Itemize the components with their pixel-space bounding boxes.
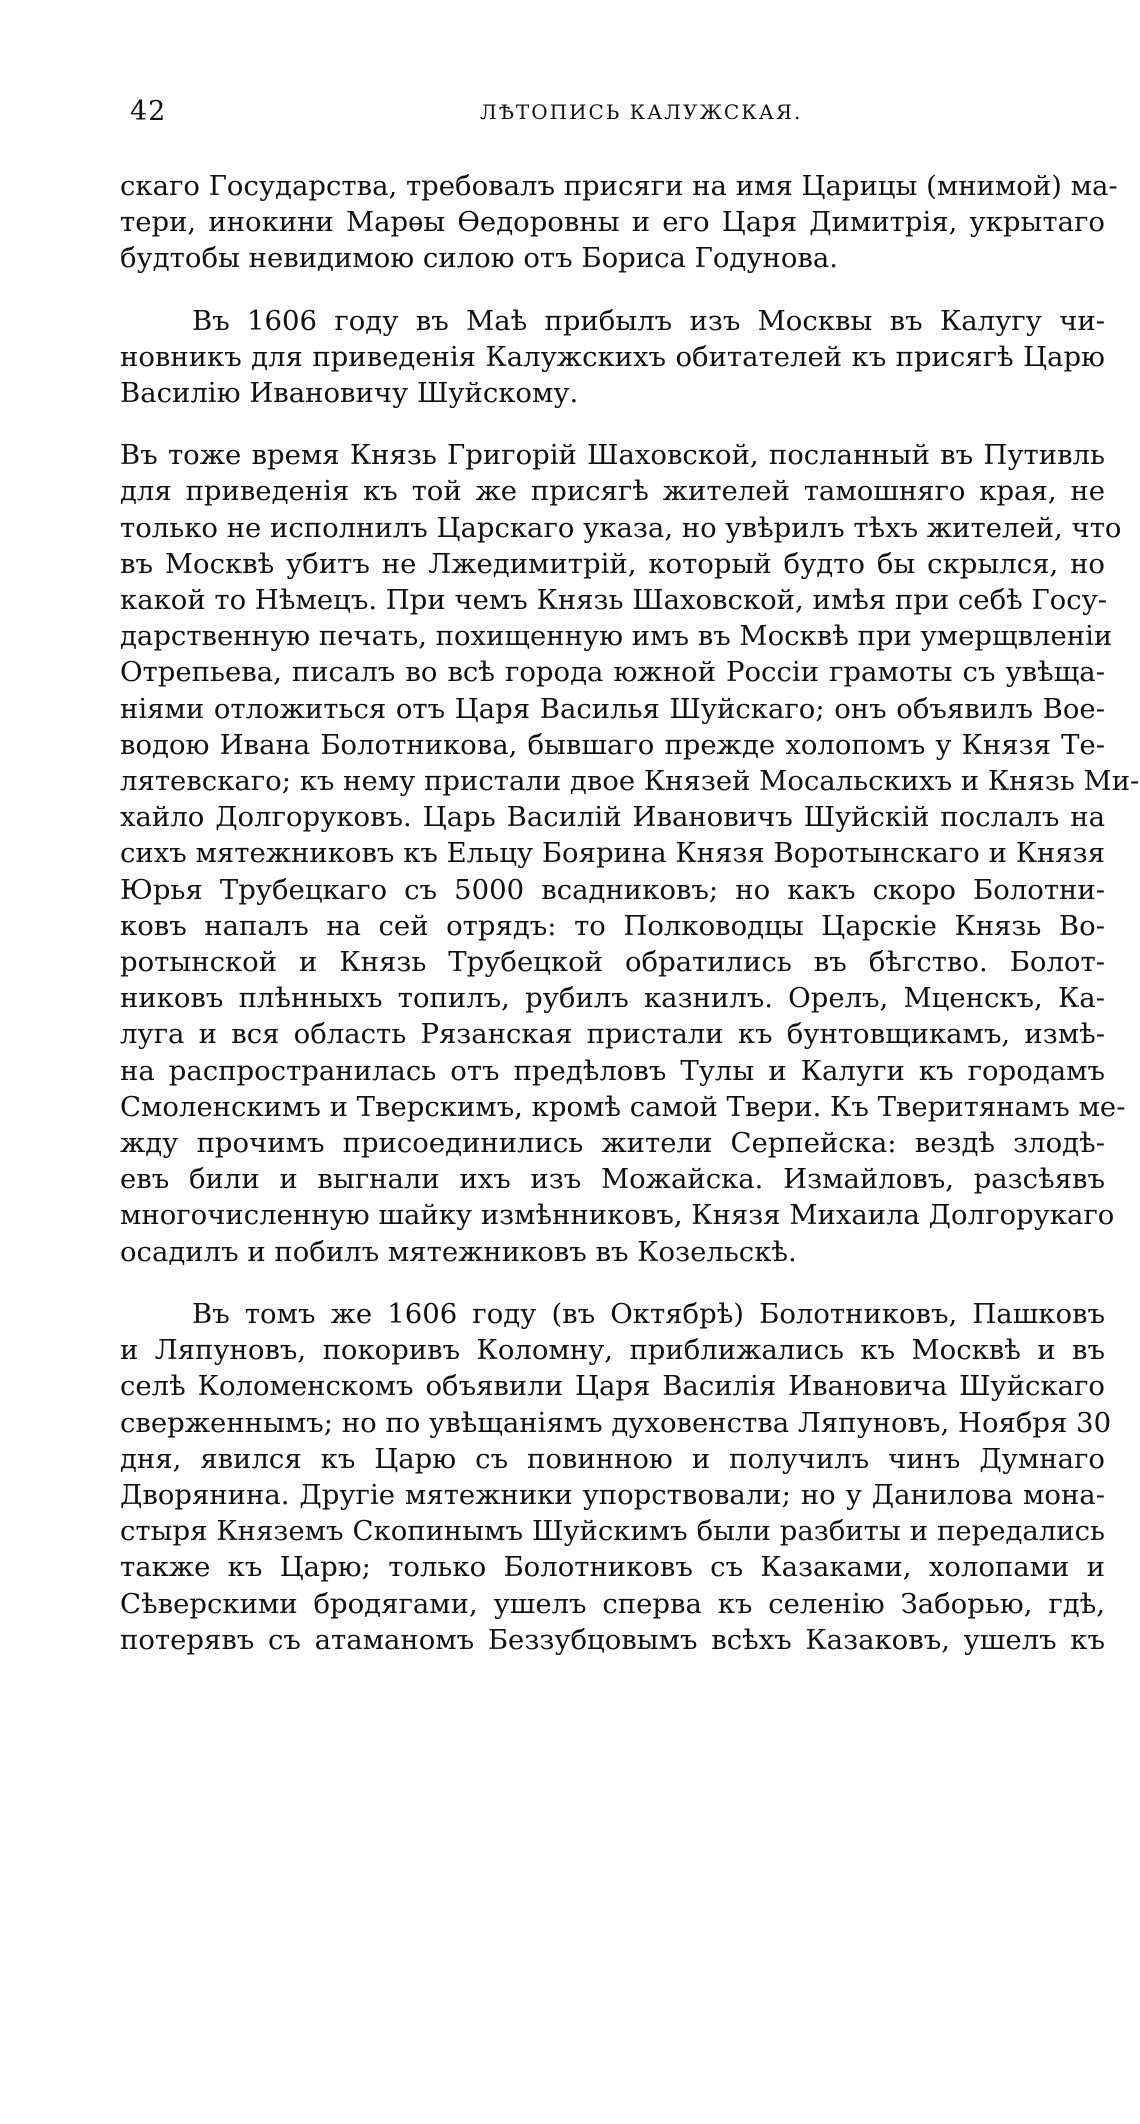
text-line: будтобы невидимою силою отъ Бориса Годунова. bbox=[120, 242, 838, 275]
text-line: новникъ для приведенія Калужскихъ обитателей къ присягѣ Царю bbox=[120, 340, 1105, 373]
text-line: Дворянина. Другіе мятежники упорствовали; но у Данилова мона- bbox=[120, 1478, 1105, 1511]
text-line: въ Москвѣ убитъ не Лжедимитрій, который будто бы скрылся, но bbox=[120, 547, 1105, 580]
text-line: селѣ Коломенскомъ объявили Царя Василія Ивановича Шуйскаго bbox=[120, 1370, 1105, 1403]
running-title: ЛѢТОПИСЬ КАЛУЖСКАЯ. bbox=[480, 100, 803, 124]
paragraph-4 bbox=[120, 1296, 1112, 1658]
text-line: стыря Княземъ Скопинымъ Шуйскимъ были разбиты и передались bbox=[120, 1515, 1105, 1548]
text-line: сихъ мятежниковъ къ Ельцу Боярина Князя Воротынскаго и Князя bbox=[120, 837, 1105, 870]
text-line: и Ляпуновъ, покоривъ Коломну, приближались къ Москвѣ и въ bbox=[120, 1334, 1105, 1367]
text-line: сверженнымъ; но по увѣщаніямъ духовенства Ляпуновъ, Ноября 30 bbox=[120, 1406, 1112, 1439]
text-line: только не исполнилъ Царскаго указа, но увѣрилъ тѣхъ жителей, что bbox=[120, 511, 1122, 544]
text-line: Въ тоже время Князь Григорій Шаховской, посланный въ Путивль bbox=[120, 439, 1105, 472]
page-number: 42 bbox=[130, 96, 167, 127]
text-line: евъ били и выгнали ихъ изъ Можайска. Измайловъ, разсѣявъ bbox=[120, 1163, 1105, 1196]
text-line: какой то Нѣмецъ. При чемъ Князь Шаховской, имѣя при себѣ Госу- bbox=[120, 584, 1108, 617]
text-line: ковъ напалъ на сей отрядъ: то Полководцы Царскіе Князь Во- bbox=[120, 909, 1105, 942]
text-line: Василію Ивановичу Шуйскому. bbox=[120, 377, 579, 410]
text-line: водою Ивана Болотникова, бывшаго прежде холопомъ у Князя Те- bbox=[120, 728, 1105, 761]
text-line: тери, инокини Марѳы Ѳедоровны и его Царя Димитрія, укрытаго bbox=[120, 206, 1105, 239]
page-header bbox=[130, 96, 1100, 132]
text-line: скаго Государства, требовалъ присяги на имя Царицы (мнимой) ма- bbox=[120, 170, 1118, 202]
text-line: дарственную печать, похищенную имъ въ Москвѣ при умерщвленіи bbox=[120, 620, 1113, 653]
text-line: хайло Долгоруковъ. Царь Василій Ивановичъ Шуйскій послалъ на bbox=[120, 801, 1105, 834]
text-line: Смоленскимъ и Тверскимъ, кромѣ самой Твери. Къ Тверитянамъ ме- bbox=[120, 1090, 1126, 1123]
text-line: осадилъ и побилъ мятежниковъ въ Козельскѣ. bbox=[120, 1235, 797, 1268]
paragraph-1 bbox=[120, 168, 1118, 277]
text-line: Въ 1606 году въ Маѣ прибылъ изъ Москвы въ Калугу чи- bbox=[192, 304, 1105, 337]
paragraph-3 bbox=[120, 437, 1140, 1270]
text-line: жду прочимъ присоединились жители Серпейска: вездѣ злодѣ- bbox=[120, 1127, 1105, 1160]
text-line: Юрья Трубецкаго съ 5000 всадниковъ; но какъ скоро Болотни- bbox=[120, 873, 1105, 906]
text-line: на распространилась отъ предѣловъ Тулы и Калуги къ городамъ bbox=[120, 1054, 1105, 1087]
text-line: Въ томъ же 1606 году (въ Октябрѣ) Болотниковъ, Пашковъ bbox=[192, 1297, 1105, 1330]
text-line: Сѣверскими бродягами, ушелъ сперва къ селенію Заборью, гдѣ, bbox=[120, 1587, 1105, 1620]
text-line: ротынской и Князь Трубецкой обратились въ бѣгство. Болот- bbox=[120, 946, 1105, 979]
text-line: для приведенія къ той же присягѣ жителей тамошняго края, не bbox=[120, 475, 1105, 508]
text-line: ніями отложиться отъ Царя Василья Шуйскаго; онъ объявилъ Вое- bbox=[120, 692, 1105, 725]
text-line: лятевскаго; къ нему пристали двое Князей Мосальскихъ и Князь Ми- bbox=[120, 765, 1140, 798]
paragraph-2 bbox=[120, 303, 1105, 412]
text-line: дня, явился къ Царю съ повинною и получилъ чинъ Думнаго bbox=[120, 1442, 1105, 1475]
text-line: также къ Царю; только Болотниковъ съ Казаками, холопами и bbox=[120, 1551, 1105, 1584]
text-line: потерявъ съ атаманомъ Беззубцовымъ всѣхъ Казаковъ, ушелъ къ bbox=[120, 1623, 1105, 1656]
text-line: никовъ плѣнныхъ топилъ, рубилъ казнилъ. Орелъ, Мценскъ, Ка- bbox=[120, 982, 1105, 1015]
body-text bbox=[120, 168, 1140, 1684]
text-line: многочисленную шайку измѣнниковъ, Князя Михаила Долгорукаго bbox=[120, 1199, 1115, 1232]
text-line: луга и вся область Рязанская пристали къ бунтовщикамъ, измѣ- bbox=[120, 1018, 1105, 1051]
text-line: Отрепьева, писалъ во всѣ города южной Россіи грамоты съ увѣща- bbox=[120, 656, 1105, 689]
